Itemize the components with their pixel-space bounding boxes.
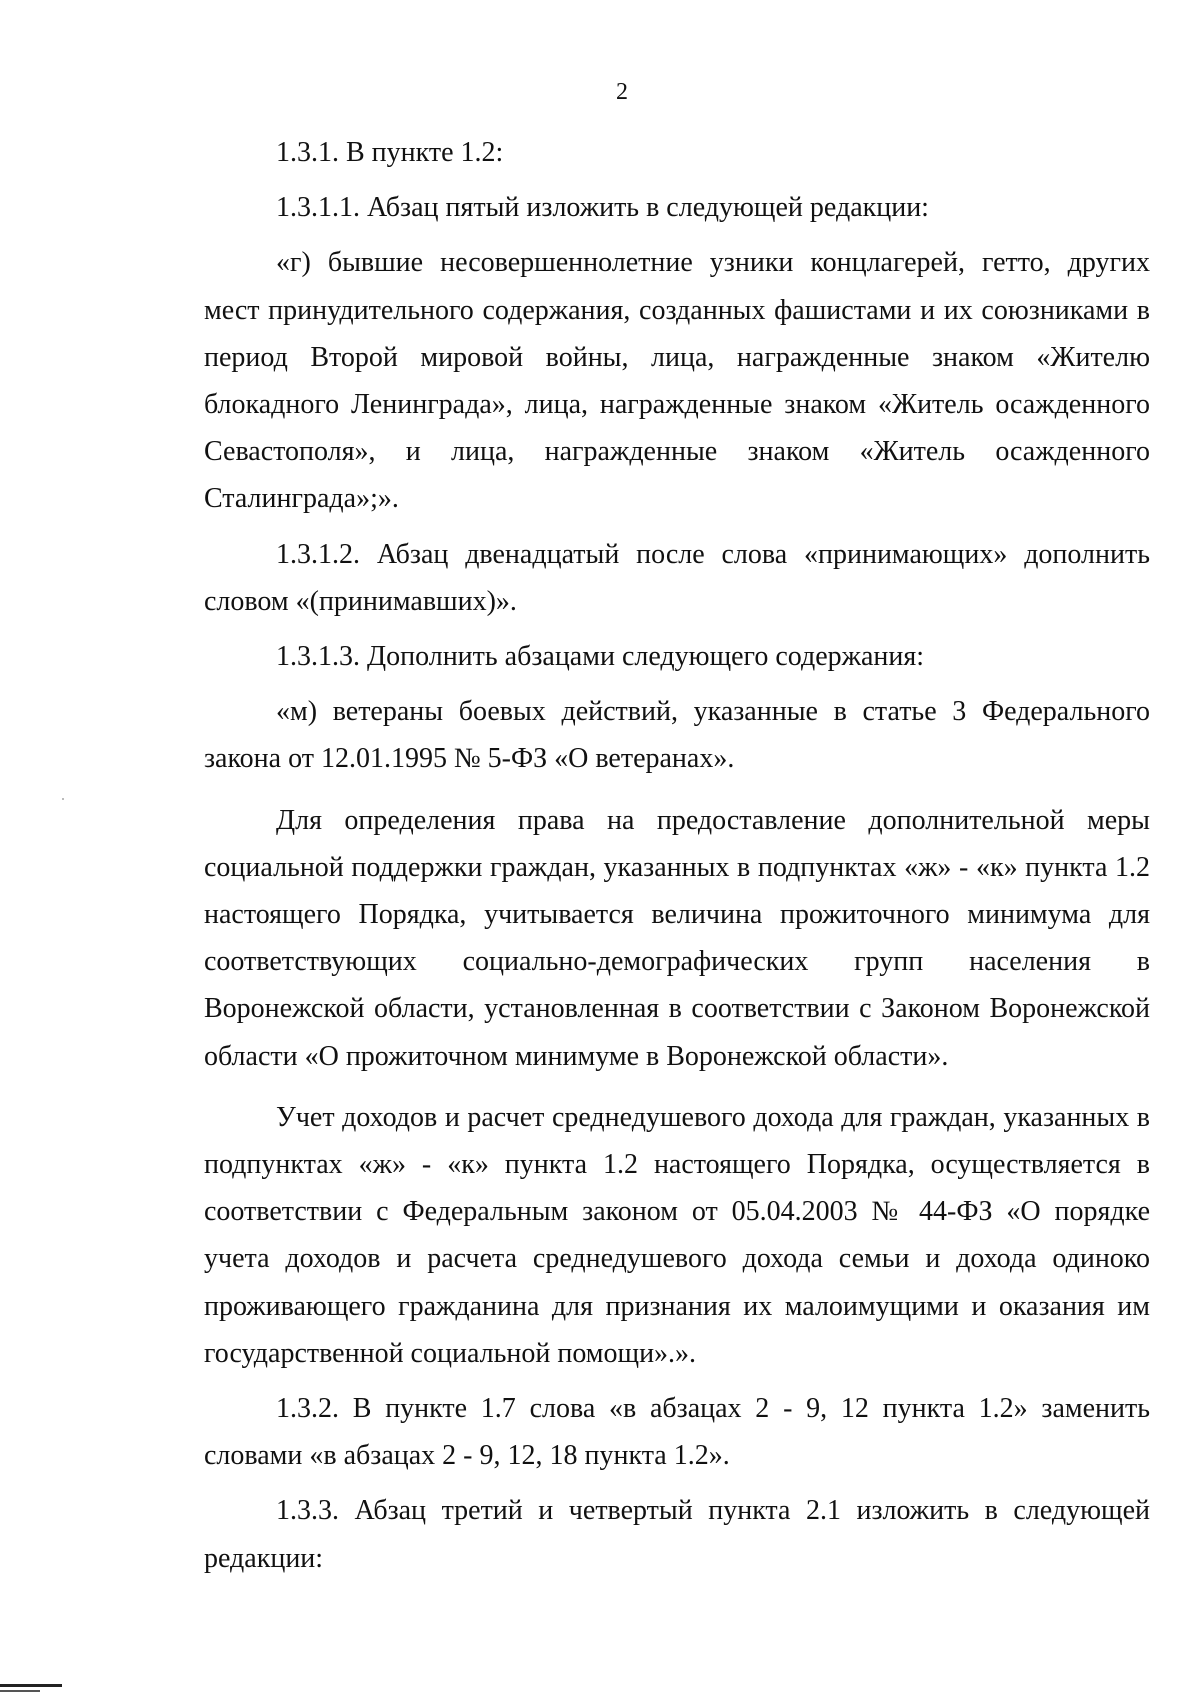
scan-speck: [62, 798, 64, 800]
paragraph-income-calculation: Учет доходов и расчет среднедушевого дохода для граждан, указанных в подпунктах «ж» - «к» пункта 1.2 настоящего Порядка, осуществляется в соответствии с Федеральным законом от 05.04.2003 № 44-ФЗ «О порядке учета доходов и расчета среднедушевого дохода семьи и дохода одиноко проживающего гражданина для признания их малоимущими и оказания им государственной социальной помощи».».: [204, 1101, 1150, 1369]
paragraph-1-3-2: 1.3.2. В пункте 1.7 слова «в абзацах 2 - 9, 12 пункта 1.2» заменить словами «в абзацах 2 - 9, 12, 18 пункта 1.2».: [204, 1393, 1150, 1472]
document-body: [204, 129, 1150, 1582]
paragraph-1-3-1-1: 1.3.1.1. Абзац пятый изложить в следующей редакции:: [276, 192, 929, 224]
paragraph-amendment-g: «г) бывшие несовершеннолетние узники концлагерей, гетто, других мест принудительного содержания, созданных фашистами и их союзниками в период Второй мировой войны, лица, награжденные знаком «Жителю блокадного Ленинграда», лица, награжденные знаком «Житель осажденного Севастополя», и лица, награжденные знаком «Житель осажденного Сталинграда»;».: [204, 247, 1150, 515]
scan-edge-mark-secondary: [0, 1690, 40, 1692]
paragraph-amendment-m: «м) ветераны боевых действий, указанные в статье 3 Федерального закона от 12.01.1995 № 5-ФЗ «О ветеранах».: [204, 696, 1150, 775]
paragraph-1-3-1: 1.3.1. В пункте 1.2:: [276, 137, 504, 168]
paragraph-subsistence-minimum: Для определения права на предоставление дополнительной меры социальной поддержки граждан, указанных в подпунктах «ж» - «к» пункта 1.2 настоящего Порядка, учитывается величина прожиточного минимума для соответствующих социально-демографических групп населения в Воронежской области, установленная в соответствии с Законом Воронежской области «О прожиточном минимуме в Воронежской области».: [204, 804, 1150, 1072]
page-number: 2: [616, 79, 628, 105]
paragraph-1-3-3: 1.3.3. Абзац третий и четвертый пункта 2.1 изложить в следующей редакции:: [204, 1495, 1150, 1574]
paragraph-1-3-1-2: 1.3.1.2. Абзац двенадцатый после слова «принимающих» дополнить словом «(принимавших)».: [204, 538, 1150, 617]
scan-edge-mark: [0, 1684, 62, 1687]
paragraph-1-3-1-3: 1.3.1.3. Дополнить абзацами следующего содержания:: [276, 641, 925, 673]
